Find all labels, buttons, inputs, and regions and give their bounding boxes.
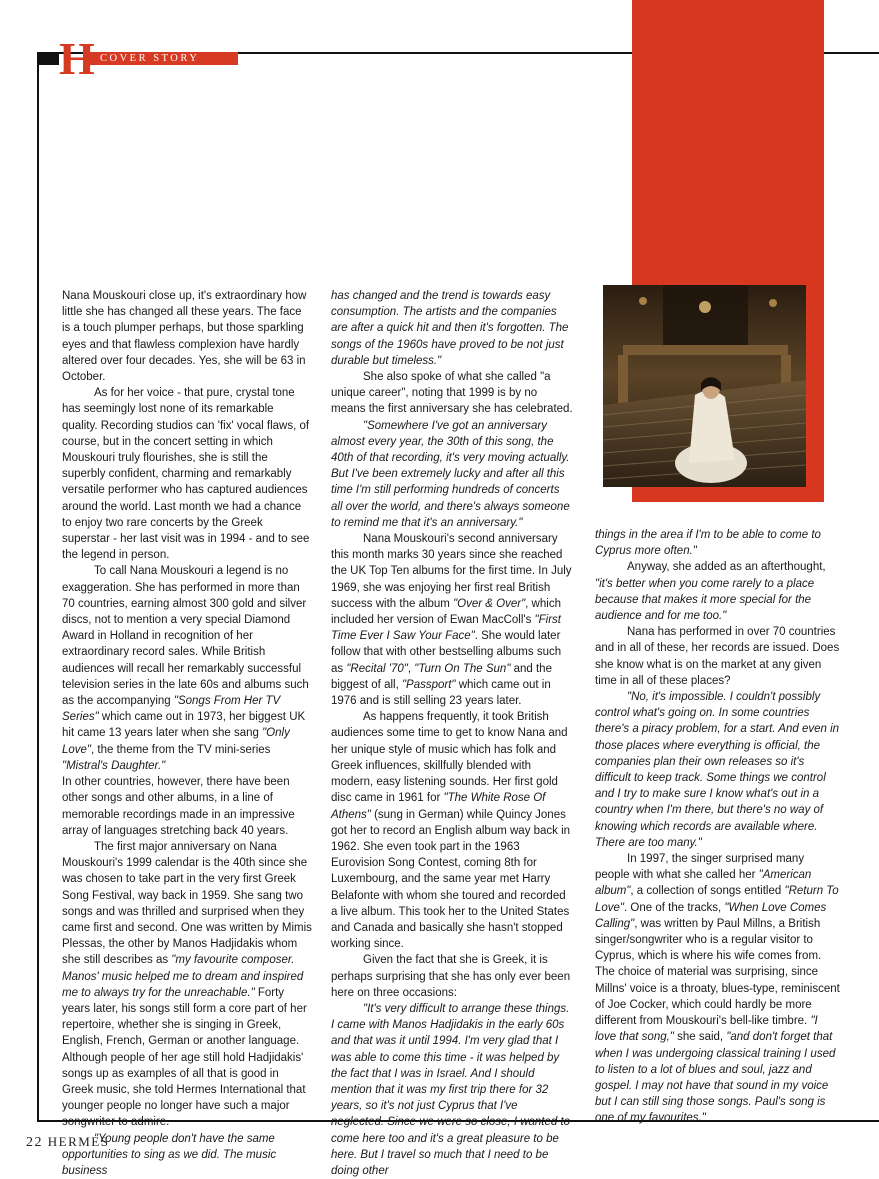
text-run: Given the fact that she is Greek, it is perhaps surprising that she has only ever been here on three occasions:: [331, 954, 571, 999]
italic-quote: "Somewhere I've got an anniversary almost every year, the 30th of this song, the 40th of that recording, it's very moving actually. But I've been extremely lucky and after all this time I'm still performing hundreds of concerts all over the world, and there's always someone to remind me that it's an anniversary.": [331, 419, 570, 529]
hermes-logo-h: H: [59, 33, 93, 84]
text-run: In other countries, however, there have been other songs and other albums, in a line of memorable recordings made in an impressive array of languages stretching back 40 years.: [62, 776, 295, 837]
left-rule: [37, 52, 39, 1122]
italic-quote: "Young people don't have the same opportunities to sing as we did. The music business: [62, 1132, 277, 1177]
paragraph: [331, 418, 573, 531]
paragraph: [595, 624, 840, 689]
italic-quote: "When Love Comes Calling": [595, 901, 827, 930]
text-run: . She would later follow that with other bestselling albums such as: [331, 630, 562, 675]
paragraph: [62, 385, 312, 563]
italic-quote: "First Time Ever I Saw Your Face": [331, 614, 561, 643]
text-run: and the biggest of all,: [331, 662, 552, 691]
text-run: In 1997, the singer surprised many people with what she called her: [595, 853, 805, 882]
paragraph: [331, 709, 573, 952]
italic-quote: "I love that song,": [595, 1015, 818, 1044]
italic-quote: has changed and the trend is towards easy consumption. The artists and the companies are after a quick hit and then it's forgotten. The songs of the 1960s have proved to be not just durable but timeless.": [331, 290, 569, 367]
italic-quote: "Over & Over": [453, 597, 526, 610]
italic-quote: "Passport": [401, 678, 456, 691]
italic-quote: "Only Love": [62, 727, 290, 756]
text-run: . One of the tracks,: [624, 901, 725, 914]
paragraph: [595, 689, 840, 851]
text-run: The first major anniversary on Nana Mouskouri's 1999 calendar is the 40th since she was chosen to take part in the very first Greek Song Festival, way back in 1959. She sang two songs and was thrilled and surprised when they came first and second. One was written by Mimis Plessas, the other by Manos Hadjidakis whom she still describes as: [62, 840, 312, 967]
paragraph: [62, 288, 312, 385]
paragraph: [595, 559, 840, 624]
italic-quote: "No, it's impossible. I couldn't possibly control what's going on. In some countries there's a piracy problem, for a start. And even in those places where everything is official, the companies plan their own releases so it's difficult to keep track. Some things we control and I try to make sure I know what's out in a country when I'm there, but there's no way of knowing which records are available where. There are too many.": [595, 691, 840, 849]
magazine-name: HERMES: [47, 1134, 110, 1149]
text-run: , was written by Paul Millns, a British singer/songwriter who is a regular visitor to Cyprus, which is where his wife comes from. The choice of material was surprising, since Millns' voice is a throaty, blues-type, reminiscent of Joe Cocker, which could hardly be more different from Mouskouri's bell-like timbre.: [595, 917, 840, 1028]
italic-quote: "It's very difficult to arrange these things. I came with Manos Hadjidakis in the early 60s and that was it until 1994. I'm very glad that I was able to come this time - it was helped by the fact that I was in Israel. And I should mention that it was my first trip there for 32 years, so it's not just Cyprus that I've neglected. Since we were so close, I wanted to come here too and it's a great pleasure to be here. But I travel so much that I need to be doing other: [331, 1002, 571, 1177]
italic-quote: "and don't forget that when I was undergoing classical training I used to listen to a lot of blues and soul, jazz and gospel. I may not have that sound in my voice but I can still sing those songs. Paul's song is one of my favourites.": [595, 1031, 836, 1125]
text-run: Nana Mouskouri's second anniversary this month marks 30 years since she reached the UK Top Ten albums for the first time. In July 1969, she was enjoying her first real British success with the album: [331, 533, 572, 610]
paragraph: [331, 288, 573, 369]
italic-quote: "it's better when you come rarely to a place because that makes it more special for the audience and for me too.": [595, 577, 815, 623]
paragraph: [62, 563, 312, 774]
paragraph: [331, 952, 573, 1001]
italic-quote: "Return To Love": [595, 885, 839, 914]
text-run: Nana has performed in over 70 countries and in all of these, her records are issued. Does she know what is on the market at any given time in all of these places?: [595, 626, 840, 687]
page-number: 22: [26, 1135, 43, 1150]
italic-quote: things in the area if I'm to be able to come to Cyprus more often.": [595, 529, 821, 558]
paragraph: [62, 839, 312, 1131]
text-run: ,: [407, 662, 415, 675]
article-column-1: [62, 288, 312, 1179]
text-run: Anyway, she added as an afterthought,: [627, 561, 826, 574]
text-run: which came out in 1973, her biggest UK hit came 13 years later when she sang: [62, 711, 306, 740]
italic-quote: "American album": [595, 869, 812, 898]
italic-quote: "my favourite composer. Manos' music helped me to dream and inspired me to always try for the unreachable.": [62, 954, 304, 999]
text-run: She also spoke of what she called "a unique career", noting that 1999 is by no means the first anniversary she has celebrated.: [331, 371, 573, 416]
article-column-3: [595, 527, 840, 1127]
text-run: , a collection of songs entitled: [630, 885, 785, 898]
text-run: Nana Mouskouri close up, it's extraordinary how little she has changed all these years. The face is a touch plumper perhaps, but those sparkling eyes and that flawless complexion have hardly altered over four decades. Yes, she will be 63 in October.: [62, 290, 307, 384]
section-label: COVER STORY: [100, 53, 200, 64]
article-column-2: [331, 288, 573, 1179]
text-run: (sung in German) while Quincy Jones got her to record an English album way back in 1962. She even took part in the 1963 Eurovision Song Contest, coming 8th for Luxembourg, and the same year met Harry Belafonte with whom she toured and recorded a live album. This took her to the United States and Canada and basically she hasn't stopped working since.: [331, 808, 571, 951]
concert-hall-photo-icon: [603, 285, 806, 487]
italic-quote: "Turn On The Sun": [414, 662, 511, 675]
text-run: which came out in 1976 and is still selling 23 years later.: [331, 678, 551, 708]
italic-quote: "The White Rose Of Athens": [331, 792, 546, 821]
text-run: As for her voice - that pure, crystal tone has seemingly lost none of its remarkable quality. Recording studios can 'fix' vocal flaws, of course, but in the concert setting in which Mouskouri truly flourishes, she is still the superbly confident, charming and remarkably versatile performer who has captured audiences around the world. Last month we had a chance to enjoy two rare concerts by the Greek superstar - her last visit was in 1994 - and to see the legend in person.: [62, 387, 310, 562]
italic-quote: "Mistral's Daughter.": [62, 759, 166, 772]
paragraph: [331, 369, 573, 418]
text-run: As happens frequently, it took British audiences some time to get to know Nana and her unique style of music which has folk and Greek influences, skillfully blended with modern, easy listening sounds. Her first gold disc came in 1961 for: [331, 711, 568, 805]
text-run: To call Nana Mouskouri a legend is no exaggeration. She has performed in more than 70 countries, earning almost 300 gold and silver discs, not to mention a very special Diamond Award in Holland in recognition of her extraordinary record sales. While British audiences will recall her remarkably successful television series in the late 60s and albums such as the accompanying: [62, 565, 309, 708]
text-run: , the theme from the TV mini-series: [91, 743, 271, 756]
italic-quote: "Recital '70": [346, 662, 408, 675]
paragraph: [62, 774, 312, 839]
paragraph: [331, 531, 573, 709]
paragraph: [595, 851, 840, 1126]
paragraph: [331, 1001, 573, 1179]
text-run: she said,: [673, 1031, 727, 1044]
italic-quote: "Songs From Her TV Series": [62, 695, 281, 724]
text-run: Forty years later, his songs still form a core part of her repertoire, whether she is singing in Greek, English, French, German or another language. Although people of her age still hold Hadjidakis' songs up as examples of all that is good in Greek music, she told Hermes International that younger people no longer have such a major songwriter to admire.: [62, 986, 307, 1129]
header-black-block: [37, 52, 59, 65]
page-footer: [26, 1134, 109, 1151]
text-run: , which included her version of Ewan MacColl's: [331, 597, 561, 627]
paragraph: [595, 527, 840, 559]
